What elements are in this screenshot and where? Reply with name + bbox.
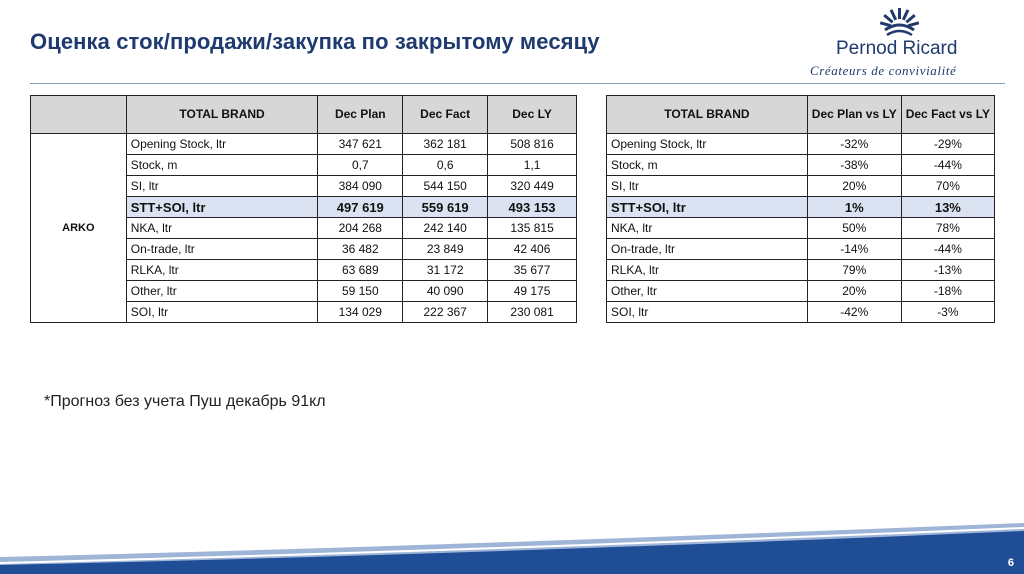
fact-vs-ly-cell: 13%	[901, 197, 994, 218]
row-label: Other, ltr	[607, 281, 808, 302]
table-row	[607, 260, 995, 281]
column-header-dec-fact: Dec Fact	[403, 96, 488, 134]
dec-ly-cell: 320 449	[488, 176, 577, 197]
row-label: SOI, ltr	[607, 302, 808, 323]
plan-vs-ly-cell: 79%	[807, 260, 901, 281]
plan-vs-ly-cell: 20%	[807, 176, 901, 197]
row-label: STT+SOI, ltr	[607, 197, 808, 218]
plan-vs-ly-cell: -38%	[807, 155, 901, 176]
dec-fact-cell: 222 367	[403, 302, 488, 323]
table-row	[607, 197, 995, 218]
plan-vs-ly-cell: -42%	[807, 302, 901, 323]
company-logo	[810, 6, 1006, 80]
dec-fact-cell: 242 140	[403, 218, 488, 239]
row-label: NKA, ltr	[607, 218, 808, 239]
group-label-cell: ARKO	[31, 134, 127, 323]
dec-fact-cell: 23 849	[403, 239, 488, 260]
dec-plan-cell: 63 689	[318, 260, 403, 281]
dec-plan-cell: 0,7	[318, 155, 403, 176]
dec-plan-cell: 36 482	[318, 239, 403, 260]
plan-vs-ly-cell: 20%	[807, 281, 901, 302]
table-row	[607, 134, 995, 155]
logo-tagline: Créateurs de convivialité	[810, 63, 957, 78]
sunburst-logo-icon	[878, 6, 922, 38]
row-label: SI, ltr	[607, 176, 808, 197]
dec-ly-cell: 35 677	[488, 260, 577, 281]
dec-ly-cell: 230 081	[488, 302, 577, 323]
table-row	[607, 176, 995, 197]
table-body	[607, 134, 995, 323]
dec-plan-cell: 384 090	[318, 176, 403, 197]
table-header-row	[607, 96, 995, 134]
fact-vs-ly-cell: -18%	[901, 281, 994, 302]
forecast-note: *Прогноз без учета Пуш декабрь 91кл	[44, 393, 326, 410]
row-label: NKA, ltr	[126, 218, 318, 239]
dec-fact-cell: 362 181	[403, 134, 488, 155]
fact-vs-ly-cell: 70%	[901, 176, 994, 197]
sales-stock-table	[30, 95, 577, 323]
page-title: Оценка сток/продажи/закупка по закрытому месяцу	[30, 29, 600, 54]
fact-vs-ly-cell: -44%	[901, 155, 994, 176]
dec-fact-cell: 31 172	[403, 260, 488, 281]
column-header-fact-vs-ly: Dec Fact vs LY	[901, 96, 994, 134]
logo-brand-name: Pernod Ricard	[836, 38, 958, 59]
row-label: RLKA, ltr	[126, 260, 318, 281]
row-label: Opening Stock, ltr	[126, 134, 318, 155]
plan-vs-ly-cell: 1%	[807, 197, 901, 218]
plan-vs-ly-cell: -14%	[807, 239, 901, 260]
dec-ly-cell: 493 153	[488, 197, 577, 218]
dec-plan-cell: 134 029	[318, 302, 403, 323]
dec-ly-cell: 42 406	[488, 239, 577, 260]
row-label: RLKA, ltr	[607, 260, 808, 281]
row-label: SI, ltr	[126, 176, 318, 197]
row-label: STT+SOI, ltr	[126, 197, 318, 218]
column-header-plan-vs-ly: Dec Plan vs LY	[807, 96, 901, 134]
dec-plan-cell: 347 621	[318, 134, 403, 155]
row-label: On-trade, ltr	[126, 239, 318, 260]
dec-ly-cell: 49 175	[488, 281, 577, 302]
dec-ly-cell: 1,1	[488, 155, 577, 176]
footer-swoosh	[0, 505, 1024, 574]
table-row	[607, 155, 995, 176]
table-body	[31, 134, 577, 323]
fact-vs-ly-cell: -3%	[901, 302, 994, 323]
plan-vs-ly-cell: -32%	[807, 134, 901, 155]
fact-vs-ly-cell: -29%	[901, 134, 994, 155]
table-row	[607, 281, 995, 302]
row-label: Stock, m	[607, 155, 808, 176]
table-header-row	[31, 96, 577, 134]
row-label: On-trade, ltr	[607, 239, 808, 260]
table-row	[607, 239, 995, 260]
dec-plan-cell: 59 150	[318, 281, 403, 302]
row-label: Stock, m	[126, 155, 318, 176]
dec-plan-cell: 497 619	[318, 197, 403, 218]
column-header-dec-plan: Dec Plan	[318, 96, 403, 134]
plan-vs-ly-cell: 50%	[807, 218, 901, 239]
row-label: Other, ltr	[126, 281, 318, 302]
dec-fact-cell: 40 090	[403, 281, 488, 302]
page-number: 6	[1007, 557, 1014, 569]
dec-plan-cell: 204 268	[318, 218, 403, 239]
column-header-total-brand: TOTAL BRAND	[126, 96, 318, 134]
title-divider	[30, 83, 1005, 84]
column-header-total-brand: TOTAL BRAND	[607, 96, 808, 134]
dec-ly-cell: 508 816	[488, 134, 577, 155]
row-label: SOI, ltr	[126, 302, 318, 323]
fact-vs-ly-cell: 78%	[901, 218, 994, 239]
header-blank-cell	[31, 96, 127, 134]
fact-vs-ly-cell: -44%	[901, 239, 994, 260]
fact-vs-ly-cell: -13%	[901, 260, 994, 281]
comparison-table	[606, 95, 995, 323]
table-row	[31, 134, 577, 155]
dec-ly-cell: 135 815	[488, 218, 577, 239]
table-row	[607, 218, 995, 239]
dec-fact-cell: 559 619	[403, 197, 488, 218]
dec-fact-cell: 544 150	[403, 176, 488, 197]
row-label: Opening Stock, ltr	[607, 134, 808, 155]
dec-fact-cell: 0,6	[403, 155, 488, 176]
column-header-dec-ly: Dec LY	[488, 96, 577, 134]
table-row	[607, 302, 995, 323]
